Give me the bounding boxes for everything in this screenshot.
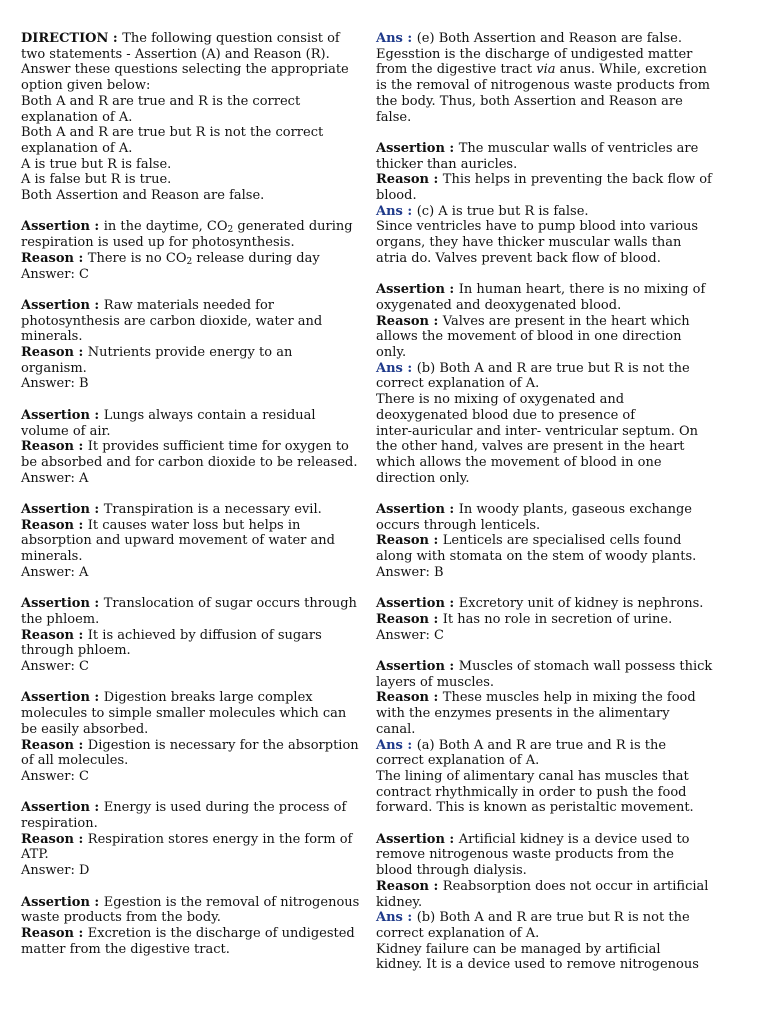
body-text: Since ventricles have to pump blood into various [376, 219, 699, 235]
text-line [376, 157, 728, 173]
text-line [376, 879, 728, 895]
text-line [21, 235, 373, 251]
body-text: inter-auricular and inter- ventricular septum. On [376, 423, 699, 439]
body-text: volume of air. [21, 423, 111, 439]
label-text: Reason : [21, 627, 88, 643]
text-line [376, 722, 728, 738]
body-text: Answer: C [21, 659, 89, 675]
body-text: (c) A is true but R is false. [416, 203, 589, 219]
label-text: DIRECTION : [21, 31, 123, 46]
body-text: (b) Both A and R are true but R is not the [416, 910, 690, 926]
body-text: the phloem. [21, 611, 100, 627]
question-block-q-nephrons [376, 596, 728, 643]
text-line [376, 565, 728, 581]
body-text: Both A and R are true but R is not the correct [21, 125, 324, 141]
text-line [21, 439, 373, 455]
body-text: occurs through lenticels. [376, 517, 541, 533]
text-line [21, 47, 373, 63]
answer-label: Ans : [376, 910, 417, 926]
body-text: Reabsorption does not occur in artificial [442, 878, 709, 894]
body-text: minerals. [21, 549, 83, 565]
body-text: Transpiration is a necessary evil. [103, 502, 322, 518]
text-line [21, 706, 373, 722]
text-line [21, 690, 373, 706]
text-line [376, 62, 728, 78]
label-text: Reason : [21, 345, 88, 361]
text-line [21, 659, 373, 675]
text-line [21, 926, 373, 942]
text-line [376, 408, 728, 424]
text-line [376, 957, 728, 973]
text-line [376, 376, 728, 392]
body-text: be easily absorbed. [21, 721, 149, 737]
text-line [21, 628, 373, 644]
body-text: Excretory unit of kidney is nephrons. [458, 596, 704, 612]
label-text: Reason : [376, 533, 443, 549]
body-text: (b) Both A and R are true but R is not the [416, 360, 690, 376]
text-line [376, 94, 728, 110]
label-text: Assertion : [376, 140, 459, 156]
text-line [376, 753, 728, 769]
block-gap [376, 643, 728, 659]
label-text: Assertion : [376, 831, 459, 847]
text-line [21, 549, 373, 565]
text-line [376, 549, 728, 565]
text-line [21, 110, 373, 126]
body-text: release during day [192, 250, 320, 266]
body-text: absorption and upward movement of water and [21, 533, 335, 549]
body-text: matter from the digestive tract. [21, 941, 230, 957]
body-text: molecules to simple smaller molecules which can [21, 706, 347, 722]
text-line [376, 424, 728, 440]
text-line [21, 816, 373, 832]
body-text: which allows the movement of blood in one [376, 454, 662, 470]
text-line [376, 110, 728, 126]
body-text: atria do. Valves prevent back flow of blood. [376, 250, 661, 266]
body-text: Both A and R are true and R is the correct [21, 93, 301, 109]
body-text: A is true but R is false. [21, 156, 172, 172]
text-line [21, 376, 373, 392]
text-line [21, 518, 373, 534]
subscript: 2 [186, 256, 193, 267]
text-line [21, 267, 373, 283]
text-line [21, 471, 373, 487]
label-text: Reason : [376, 172, 443, 188]
label-text: Reason : [21, 439, 88, 455]
text-line [21, 345, 373, 361]
text-line [21, 141, 373, 157]
body-text: anus. While, excretion [555, 62, 707, 78]
body-text: in the daytime, CO [103, 219, 228, 235]
text-line [21, 219, 373, 235]
block-gap [21, 204, 373, 220]
question-block-q-digestion [21, 690, 373, 784]
text-line [376, 329, 728, 345]
body-text: organism. [21, 360, 87, 376]
question-block-q-photosynthesis-co2 [21, 219, 373, 282]
text-line [376, 31, 728, 47]
body-text: Energy is used during the process of [103, 800, 347, 816]
text-line [21, 62, 373, 78]
text-line [21, 455, 373, 471]
body-text: (e) Both Assertion and Reason are false. [416, 31, 682, 46]
text-line [21, 895, 373, 911]
text-line [21, 314, 373, 330]
block-gap [21, 392, 373, 408]
text-line [376, 204, 728, 220]
text-line [376, 690, 728, 706]
text-line [376, 596, 728, 612]
body-text: Answer: A [21, 564, 89, 580]
text-line [376, 251, 728, 267]
label-text: Assertion : [21, 219, 104, 235]
question-block-q-ventricles [376, 141, 728, 267]
body-text: It provides sufficient time for oxygen to [87, 439, 349, 455]
body-text: layers of muscles. [376, 674, 495, 690]
body-text: Answer: B [21, 376, 89, 392]
body-text: Respiration stores energy in the form of [87, 831, 353, 847]
body-text: respiration is used up for photosynthesis. [21, 235, 295, 251]
label-text: Reason : [21, 517, 88, 533]
body-text: correct explanation of A. [376, 753, 540, 769]
text-line [21, 408, 373, 424]
body-text: Answer: C [376, 627, 444, 643]
block-gap [21, 785, 373, 801]
question-block-q-stomach [376, 659, 728, 816]
text-line [21, 863, 373, 879]
label-text: Reason : [376, 690, 443, 706]
text-line [21, 78, 373, 94]
text-line [21, 298, 373, 314]
body-text: There is no CO [87, 250, 187, 266]
body-text: ATP. [21, 847, 49, 863]
block-gap [21, 282, 373, 298]
right-column [376, 31, 728, 973]
body-text: The lining of alimentary canal has muscles that [376, 768, 689, 784]
body-text: direction only. [376, 470, 470, 486]
body-text: via [536, 62, 556, 78]
body-text: Answer: B [376, 564, 444, 580]
question-block-direction [21, 31, 373, 204]
label-text: Reason : [376, 611, 443, 627]
body-text: allows the movement of blood in one direction [376, 329, 682, 345]
text-line [376, 863, 728, 879]
text-line [376, 518, 728, 534]
text-line [21, 832, 373, 848]
body-text: correct explanation of A. [376, 376, 540, 392]
body-text: Muscles of stomach wall possess thick [458, 659, 713, 675]
label-text: Reason : [21, 250, 88, 266]
body-text: waste products from the body. [21, 910, 221, 926]
body-text: contract rhythmically in order to push the food [376, 784, 687, 800]
question-block-q-human-heart [376, 282, 728, 486]
text-line [376, 847, 728, 863]
body-text: remove nitrogenous waste products from the [376, 847, 674, 863]
answer-label: Ans : [376, 737, 417, 753]
body-text: forward. This is known as peristaltic movement. [376, 800, 694, 816]
body-text: explanation of A. [21, 140, 133, 156]
answer-label: Ans : [376, 360, 417, 376]
body-text: blood through dialysis. [376, 863, 527, 879]
body-text: two statements - Assertion (A) and Reason (R). [21, 46, 330, 62]
body-text: It causes water loss but helps in [87, 517, 301, 533]
question-block-q-artificial-kidney [376, 832, 728, 973]
text-line [376, 926, 728, 942]
body-text: organs, they have thicker muscular walls than [376, 235, 682, 251]
body-text: Lungs always contain a residual [103, 407, 316, 423]
body-text: This helps in preventing the back flow of [442, 172, 712, 188]
body-text: minerals. [21, 329, 83, 345]
text-line [21, 251, 373, 267]
body-text: option given below: [21, 78, 151, 94]
body-text: These muscles help in mixing the food [442, 690, 696, 706]
text-line [376, 706, 728, 722]
text-line [376, 785, 728, 801]
body-text: deoxygenated blood due to presence of [376, 407, 636, 423]
text-line [376, 942, 728, 958]
label-text: Assertion : [21, 502, 104, 518]
text-line [376, 392, 728, 408]
body-text: Answer these questions selecting the appropriate [21, 62, 349, 78]
body-text: from the digestive tract [376, 62, 537, 78]
block-gap [21, 486, 373, 502]
body-text: It is achieved by diffusion of sugars [87, 627, 322, 643]
text-line [376, 282, 728, 298]
label-text: Assertion : [376, 502, 459, 518]
text-line [376, 910, 728, 926]
body-text: canal. [376, 721, 416, 737]
block-gap [376, 486, 728, 502]
label-text: Reason : [376, 313, 443, 329]
text-line [376, 141, 728, 157]
question-block-q-lungs [21, 408, 373, 487]
text-line [21, 329, 373, 345]
question-block-q-translocation [21, 596, 373, 675]
body-text: of all molecules. [21, 753, 129, 769]
text-line [376, 471, 728, 487]
body-text: There is no mixing of oxygenated and [376, 392, 625, 408]
label-text: Reason : [21, 737, 88, 753]
text-line [21, 722, 373, 738]
body-text: Both Assertion and Reason are false. [21, 188, 265, 204]
text-line [21, 157, 373, 173]
body-text: Egestion is the removal of nitrogenous [103, 894, 360, 910]
text-line [376, 298, 728, 314]
block-gap [21, 581, 373, 597]
text-line [376, 800, 728, 816]
text-line [376, 345, 728, 361]
text-line [376, 612, 728, 628]
block-gap [376, 581, 728, 597]
label-text: Assertion : [21, 297, 104, 313]
answer-label: Ans : [376, 31, 417, 46]
body-text: explanation of A. [21, 109, 133, 125]
text-line [376, 361, 728, 377]
text-line [21, 361, 373, 377]
body-text: It has no role in secretion of urine. [442, 611, 673, 627]
text-line [21, 769, 373, 785]
body-text: is the removal of nitrogenous waste products from [376, 78, 710, 94]
body-text: Answer: C [21, 768, 89, 784]
text-line [376, 533, 728, 549]
body-text: Artificial kidney is a device used to [458, 831, 690, 847]
text-line [376, 314, 728, 330]
text-line [21, 125, 373, 141]
text-line [21, 753, 373, 769]
body-text: Answer: D [21, 863, 90, 879]
body-text: with the enzymes presents in the alimentary [376, 706, 670, 722]
body-text: blood. [376, 188, 417, 204]
label-text: Reason : [21, 831, 88, 847]
text-line [376, 832, 728, 848]
text-line [376, 455, 728, 471]
text-line [376, 738, 728, 754]
body-text: Egesstion is the discharge of undigested matter [376, 46, 693, 62]
question-block-q-respiration-energy [21, 800, 373, 879]
text-line [376, 188, 728, 204]
answer-label: Ans : [376, 203, 417, 219]
text-line [376, 439, 728, 455]
body-text: correct explanation of A. [376, 925, 540, 941]
label-text: Assertion : [21, 800, 104, 816]
body-text: In human heart, there is no mixing of [458, 282, 706, 298]
text-line [21, 612, 373, 628]
text-line [21, 565, 373, 581]
text-line [21, 847, 373, 863]
label-text: Assertion : [21, 407, 104, 423]
body-text: The muscular walls of ventricles are [458, 140, 699, 156]
text-line [376, 219, 728, 235]
block-gap [21, 675, 373, 691]
body-text: kidney. It is a device used to remove nitrogenous [376, 957, 699, 973]
body-text: Valves are present in the heart which [442, 313, 690, 329]
question-block-q-woody-plants [376, 502, 728, 581]
question-block-q-raw-materials [21, 298, 373, 392]
body-text: Translocation of sugar occurs through [103, 596, 357, 612]
text-line [376, 78, 728, 94]
label-text: Assertion : [376, 282, 459, 298]
text-line [21, 424, 373, 440]
text-line [376, 659, 728, 675]
text-line [21, 910, 373, 926]
text-line [21, 738, 373, 754]
left-column [21, 31, 373, 957]
text-line [376, 675, 728, 691]
text-line [21, 188, 373, 204]
body-text: false. [376, 109, 412, 125]
body-text: through phloem. [21, 643, 131, 659]
body-text: thicker than auricles. [376, 156, 518, 172]
label-text: Assertion : [376, 659, 459, 675]
body-text: Nutrients provide energy to an [87, 345, 293, 361]
body-text: generated during [233, 219, 353, 235]
body-text: Digestion is necessary for the absorption [87, 737, 359, 753]
body-text: oxygenated and deoxygenated blood. [376, 297, 622, 313]
text-line [376, 502, 728, 518]
body-text: respiration. [21, 816, 98, 832]
body-text: photosynthesis are carbon dioxide, water and [21, 313, 323, 329]
body-text: Lenticels are specialised cells found [442, 533, 682, 549]
label-text: Assertion : [21, 596, 104, 612]
text-line [376, 895, 728, 911]
text-line [21, 94, 373, 110]
body-text: The following question consist of [122, 31, 340, 46]
text-line [376, 235, 728, 251]
text-line [21, 502, 373, 518]
text-line [376, 628, 728, 644]
text-line [21, 172, 373, 188]
body-text: Raw materials needed for [103, 297, 275, 313]
body-text: In woody plants, gaseous exchange [458, 502, 693, 518]
text-line [21, 942, 373, 958]
question-block-q-transpiration [21, 502, 373, 581]
text-line [21, 31, 373, 47]
text-line [376, 769, 728, 785]
text-line [21, 643, 373, 659]
body-text: along with stomata on the stem of woody plants. [376, 549, 697, 565]
body-text: A is false but R is true. [21, 172, 172, 188]
block-gap [376, 125, 728, 141]
text-line [376, 172, 728, 188]
body-text: the other hand, valves are present in the heart [376, 439, 685, 455]
question-block-q-egestion [21, 895, 373, 958]
body-text: Answer: C [21, 266, 89, 282]
label-text: Assertion : [21, 690, 104, 706]
block-gap [21, 879, 373, 895]
body-text: Answer: A [21, 470, 89, 486]
label-text: Reason : [21, 925, 88, 941]
text-line [21, 596, 373, 612]
label-text: Reason : [376, 878, 443, 894]
body-text: Kidney failure can be managed by artificial [376, 941, 661, 957]
text-line [376, 47, 728, 63]
subscript: 2 [227, 225, 234, 236]
body-text: (a) Both A and R are true and R is the [416, 737, 667, 753]
text-line [21, 533, 373, 549]
block-gap [376, 816, 728, 832]
label-text: Assertion : [21, 894, 104, 910]
body-text: kidney. [376, 894, 423, 910]
block-gap [376, 267, 728, 283]
body-text: Excretion is the discharge of undigested [87, 925, 355, 941]
body-text: be absorbed and for carbon dioxide to be released. [21, 454, 358, 470]
text-line [21, 800, 373, 816]
body-text: only. [376, 345, 407, 361]
label-text: Assertion : [376, 596, 459, 612]
body-text: Digestion breaks large complex [103, 690, 313, 706]
question-block-ans-egestion [376, 31, 728, 125]
body-text: the body. Thus, both Assertion and Reason are [376, 93, 683, 109]
